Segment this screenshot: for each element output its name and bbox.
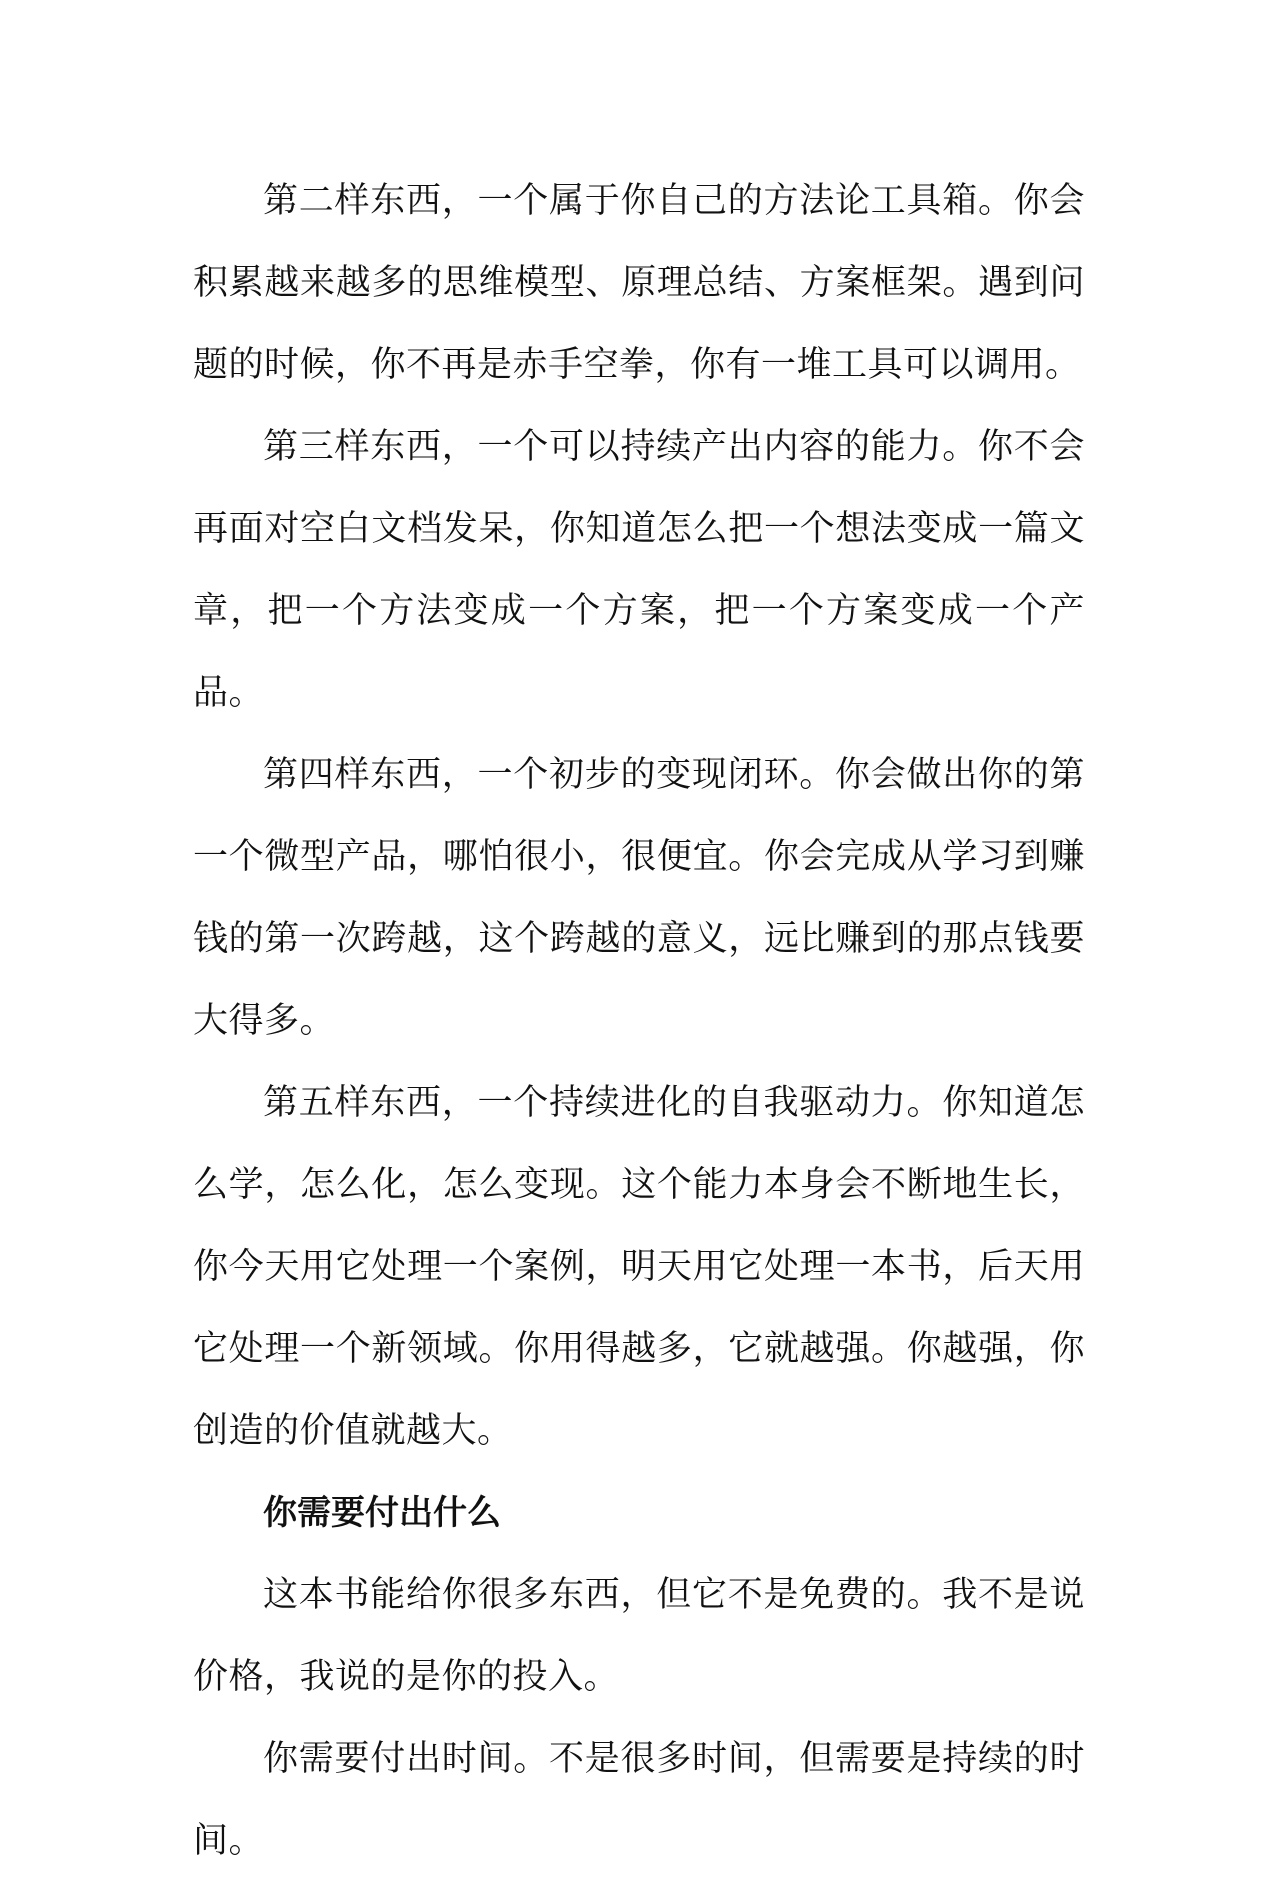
- document-page: [193, 160, 1085, 1882]
- paragraph-investment: 这本书能给你很多东西，但它不是免费的。我不是说价格，我说的是你的投入。: [193, 1575, 1085, 1697]
- paragraph-fifth-item: 第五样东西，一个持续进化的自我驱动力。你知道怎么学，怎么化，怎么变现。这个能力本身会不断地生长，你今天用它处理一个案例，明天用它处理一本书，后天用它处理一个新领域。你用得越多，它就越强。你越强，你创造的价值就越大。: [193, 1083, 1085, 1451]
- paragraph-time: 你需要付出时间。不是很多时间，但需要是持续的时间。: [193, 1739, 1085, 1861]
- paragraph-third-item: 第三样东西，一个可以持续产出内容的能力。你不会再面对空白文档发呆，你知道怎么把一个想法变成一篇文章，把一个方法变成一个方案，把一个方案变成一个产品。: [193, 427, 1085, 713]
- section-heading: 你需要付出什么: [263, 1493, 501, 1533]
- paragraph-second-item: 第二样东西，一个属于你自己的方法论工具箱。你会积累越来越多的思维模型、原理总结、方案框架。遇到问题的时候，你不再是赤手空拳，你有一堆工具可以调用。: [193, 181, 1085, 385]
- paragraph-fourth-item: 第四样东西，一个初步的变现闭环。你会做出你的第一个微型产品，哪怕很小，很便宜。你会完成从学习到赚钱的第一次跨越，这个跨越的意义，远比赚到的那点钱要大得多。: [193, 755, 1085, 1041]
